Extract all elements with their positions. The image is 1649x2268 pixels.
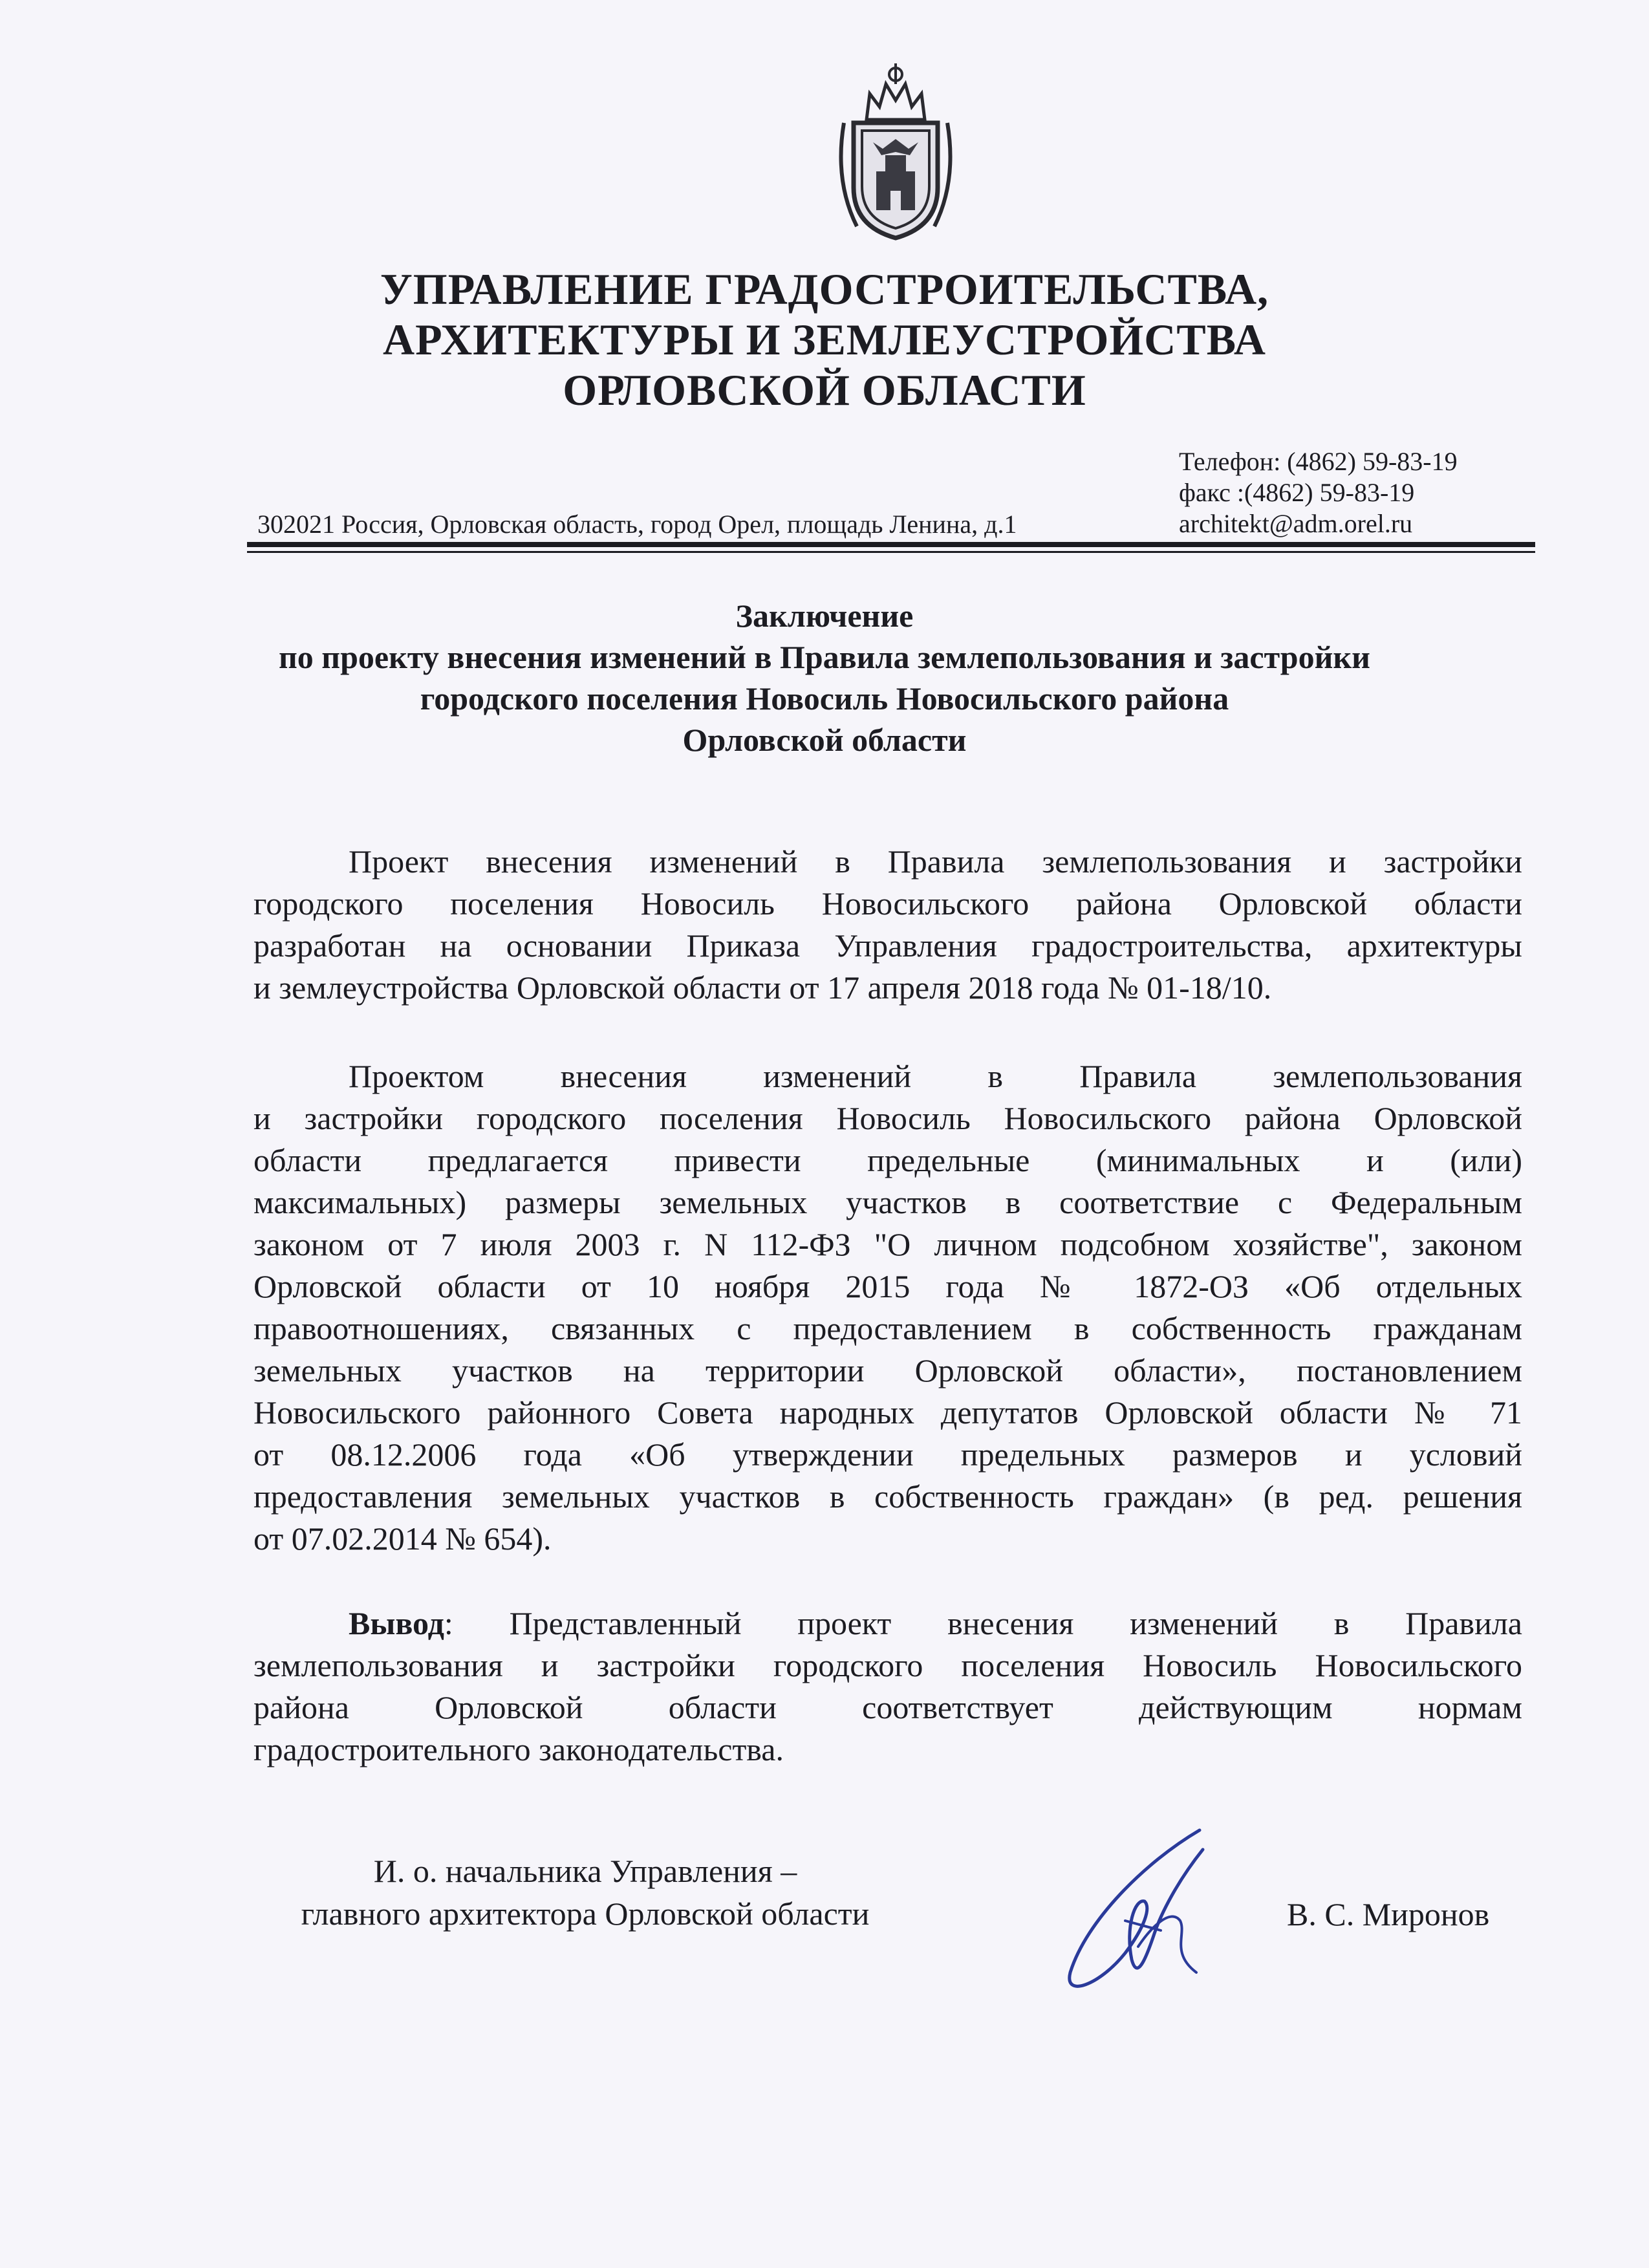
paragraph-line: от 07.02.2014 № 654). bbox=[253, 1520, 552, 1557]
postal-address: 302021 Россия, Орловская область, город Орел, площадь Ленина, д.1 bbox=[257, 510, 1017, 539]
org-title-line: АРХИТЕКТУРЫ И ЗЕМЛЕУСТРОЙСТВА bbox=[383, 315, 1266, 364]
paragraph-line: предоставления земельных участков в собственность граждан» (в ред. решения bbox=[253, 1478, 1522, 1515]
paragraph-line: максимальных) размеры земельных участков в соответствие с Федеральным bbox=[253, 1184, 1522, 1220]
paragraph-line: и землеустройства Орловской области от 17 апреля 2018 года № 01-18/10. bbox=[253, 969, 1272, 1006]
paragraph-line: Новосильского районного Совета народных депутатов Орловской области № 71 bbox=[253, 1394, 1522, 1431]
paragraph-line: Орловской области от 10 ноября 2015 года № 1872-ОЗ «Об отдельных bbox=[253, 1268, 1522, 1304]
document-title bbox=[0, 595, 1649, 761]
paragraph-line: района Орловской области соответствует действующим нормам bbox=[253, 1689, 1522, 1725]
position-line: главного архитектора Орловской области bbox=[301, 1895, 870, 1932]
paragraph-line: правоотношениях, связанных с предоставлением в собственность гражданам bbox=[253, 1310, 1522, 1346]
paragraph-line: землепользования и застройки городского поселения Новосиль Новосильского bbox=[253, 1647, 1522, 1683]
phone-number: Телефон: (4862) 59-83-19 bbox=[1179, 447, 1458, 476]
paragraph-line: градостроительного законодательства. bbox=[253, 1731, 784, 1767]
paragraph-line: от 08.12.2006 года «Об утверждении предельных размеров и условий bbox=[253, 1436, 1522, 1473]
paragraph-conclusion bbox=[253, 1603, 1522, 1771]
contact-block bbox=[1179, 446, 1458, 539]
paragraph-line: и застройки городского поселения Новосиль Новосильского района Орловской bbox=[253, 1100, 1522, 1136]
header-divider-thick bbox=[247, 542, 1535, 547]
paragraph-line: земельных участков на территории Орловской области», постановлением bbox=[253, 1352, 1522, 1388]
conclusion-label: Вывод bbox=[349, 1605, 444, 1641]
org-title-line: УПРАВЛЕНИЕ ГРАДОСТРОИТЕЛЬСТВА, bbox=[380, 265, 1269, 314]
doc-title-line: Заключение bbox=[735, 598, 914, 634]
conclusion-text: : Представленный проект внесения изменений в Правила bbox=[444, 1605, 1522, 1641]
doc-title-line: Орловской области bbox=[682, 722, 967, 758]
paragraph-line bbox=[253, 1603, 1522, 1645]
org-title-line: ОРЛОВСКОЙ ОБЛАСТИ bbox=[563, 365, 1086, 415]
paragraph-line: разработан на основании Приказа Управления градостроительства, архитектуры bbox=[253, 927, 1522, 964]
coat-of-arms-emblem bbox=[831, 58, 960, 246]
doc-title-line: по проекту внесения изменений в Правила землепользования и застройки bbox=[279, 639, 1370, 675]
fax-number: факс :(4862) 59-83-19 bbox=[1179, 478, 1415, 507]
position-line: И. о. начальника Управления – bbox=[373, 1853, 797, 1889]
paragraph-line: области предлагается привести предельные (минимальных и (или) bbox=[253, 1142, 1522, 1178]
doc-title-line: городского поселения Новосиль Новосильского района bbox=[420, 680, 1229, 717]
signatory-name: В. С. Миронов bbox=[1287, 1896, 1490, 1932]
paragraph-basis bbox=[253, 841, 1522, 1009]
handwritten-signature bbox=[1048, 1824, 1242, 2005]
signatory-position bbox=[246, 1850, 925, 1935]
email-address[interactable]: architekt@adm.orel.ru bbox=[1179, 509, 1413, 538]
paragraph-line: городского поселения Новосиль Новосильского района Орловской области bbox=[253, 885, 1522, 922]
header-divider-thin bbox=[247, 551, 1535, 553]
paragraph-line: Проект внесения изменений в Правила землепользования и застройки bbox=[349, 843, 1522, 880]
paragraph-line: Проектом внесения изменений в Правила землепользования bbox=[349, 1058, 1522, 1094]
paragraph-proposal bbox=[253, 1055, 1522, 1560]
organization-title bbox=[0, 264, 1649, 415]
paragraph-line: законом от 7 июля 2003 г. N 112-ФЗ "О личном подсобном хозяйстве", законом bbox=[253, 1226, 1522, 1262]
